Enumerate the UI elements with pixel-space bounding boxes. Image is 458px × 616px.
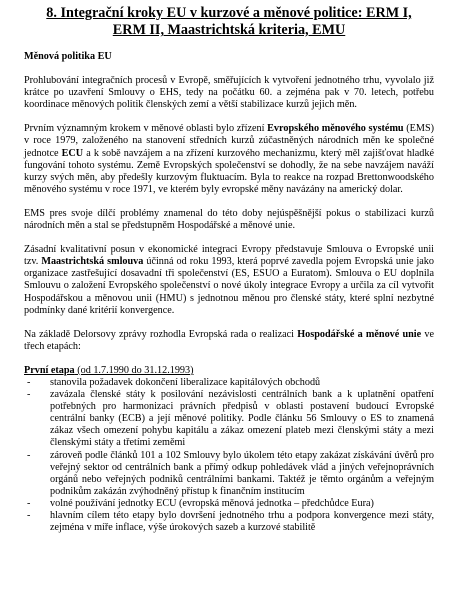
bold-term-hmu: Hospodářské a měnové unie [297,328,422,340]
list-item-text: zavázala členské státy k posilování nezávislosti centrálních bank a k uplatnění opatření potřebných pro harmonizaci právních předpisů v oblasti postavení budoucí Evropské centrální banky (ECB) a její měnové politiky. Podle článku 56 Smlouvy o ES to znamená zákaz všech omezení pohybu kapitálu a zákaz omezení plateb mezi členskými státy a mezi členskými státy a třetími zeměmi [50,389,434,449]
bold-term-maastricht: Maastrichtská smlouva [41,256,144,268]
document-page [0,5,458,616]
list-item [24,450,434,498]
paragraph-text: a k sobě navzájem a na zřízení kurzového mechanizmu, který měl zajišťovat hladké fungování tohoto systému. Země Evropských společenství se dohodly, že na sebe navzájem naváží kurzy svých měn, aby předešly kurzovým fluktuacím. Byla to reakce na rozpad Brettonwoodského měnového systému v roce 1971, ve kterém byly evropské měny navázány na americký dolar. [24,147,434,195]
paragraph-ems [24,123,434,196]
list-item [24,510,434,534]
list-item-text: volné používání jednotky ECU (evropská měnová jednotka – předchůdce Eura) [50,497,374,509]
bullet-dash: - [27,376,31,388]
bullet-dash: - [27,389,31,401]
stage1-label: První etapa [24,364,75,376]
paragraph-text: Zásadní kvalitativní posun v ekonomické integraci Evropy představuje Smlouva o Evropské unii tzv. [24,244,434,268]
bullet-dash: - [27,497,31,509]
bullet-dash: - [27,449,31,461]
stage1-dates: (od 1.7.1990 do 31.12.1993) [74,364,194,376]
stage1-heading [24,365,434,377]
list-item [24,377,434,389]
paragraph-delors [24,329,434,353]
paragraph-text: účinná od roku 1993, která poprvé zavedla pojem Evropská unie jako organizace zastřešující dosavadní tři společenství (ES, ESUO a Euratom). Smlouva o EU doplnila Smlouvu o založení Evropského společenství o nové úkoly integrace Evropy a určila za cíl vytvořit Hospodářskou a měnovou unii (HMU) s jednotnou měnou pro členské státy, které splní nezbytné podmínky dané kritérií konvergence. [24,256,434,316]
page-title: 8. Integrační kroky EU v kurzové a měnové politice: ERM I, ERM II, Maastrichtská kriteria, EMU [46,5,412,38]
paragraph-ems-result: EMS pres svoje dílčí problémy znamenal do této doby nejúspěšnější pokus o stabilizaci kurzů národních měn a stal se předstupněm Hospodářské a měnové unie. [24,207,434,232]
list-item-text: hlavním cílem této etapy bylo dovršení jednotného trhu a podpora konvergence mezi státy, zejména v míře inflace, výše úrokových sazeb a kurzové stabilitě [50,510,434,534]
section-heading: Měnová politika EU [24,51,112,62]
paragraph-intro: Prohlubování integračních procesů v Evropě, směřujících k vytvoření jednotného trhu, vyvolalo již krátce po uzavření Smlouvy o EHS, tedy na počátku 60. a zejména pak v 70. letech, potřebu koordinace měnových politik členských zemí a větší stabilizace kurzů jejich měn. [24,75,434,111]
list-item [24,389,434,449]
bold-term-ems: Evropského měnového systému [267,123,404,135]
paragraph-text: ve třech etapách: [24,328,434,352]
paragraph-text: Prvním významným krokem v měnové oblasti bylo zřízení [24,123,268,135]
list-item-text: stanovila požadavek dokončení liberalizace kapitálových obchodů [50,376,321,388]
bullet-dash: - [27,510,31,521]
list-item [24,498,434,510]
list-item-text: zároveň podle článků 101 a 102 Smlouvy bylo úkolem této etapy zakázat získávání úvěrů pro veřejný sektor od centrálních bank a přímý odkup pohledávek vlád a jiných veřejnoprávních orgánů nebo veřejných podniků centrálními bankami. Taktéž je těmto orgánům a veřejným podnikům zakázán zvýhodněný přístup k finančním institucím [50,449,434,497]
bold-term-ecu: ECU [61,147,84,159]
stage1-bullet-list [24,377,434,534]
paragraph-text: Na základě Delorsovy zprávy rozhodla Evropská rada o realizaci [24,328,298,340]
paragraph-text: (EMS) v roce 1979, založeného na stanovení středních kurzů zúčastněných národních měn ke společné jednotce [24,123,435,159]
paragraph-maastricht [24,244,434,317]
